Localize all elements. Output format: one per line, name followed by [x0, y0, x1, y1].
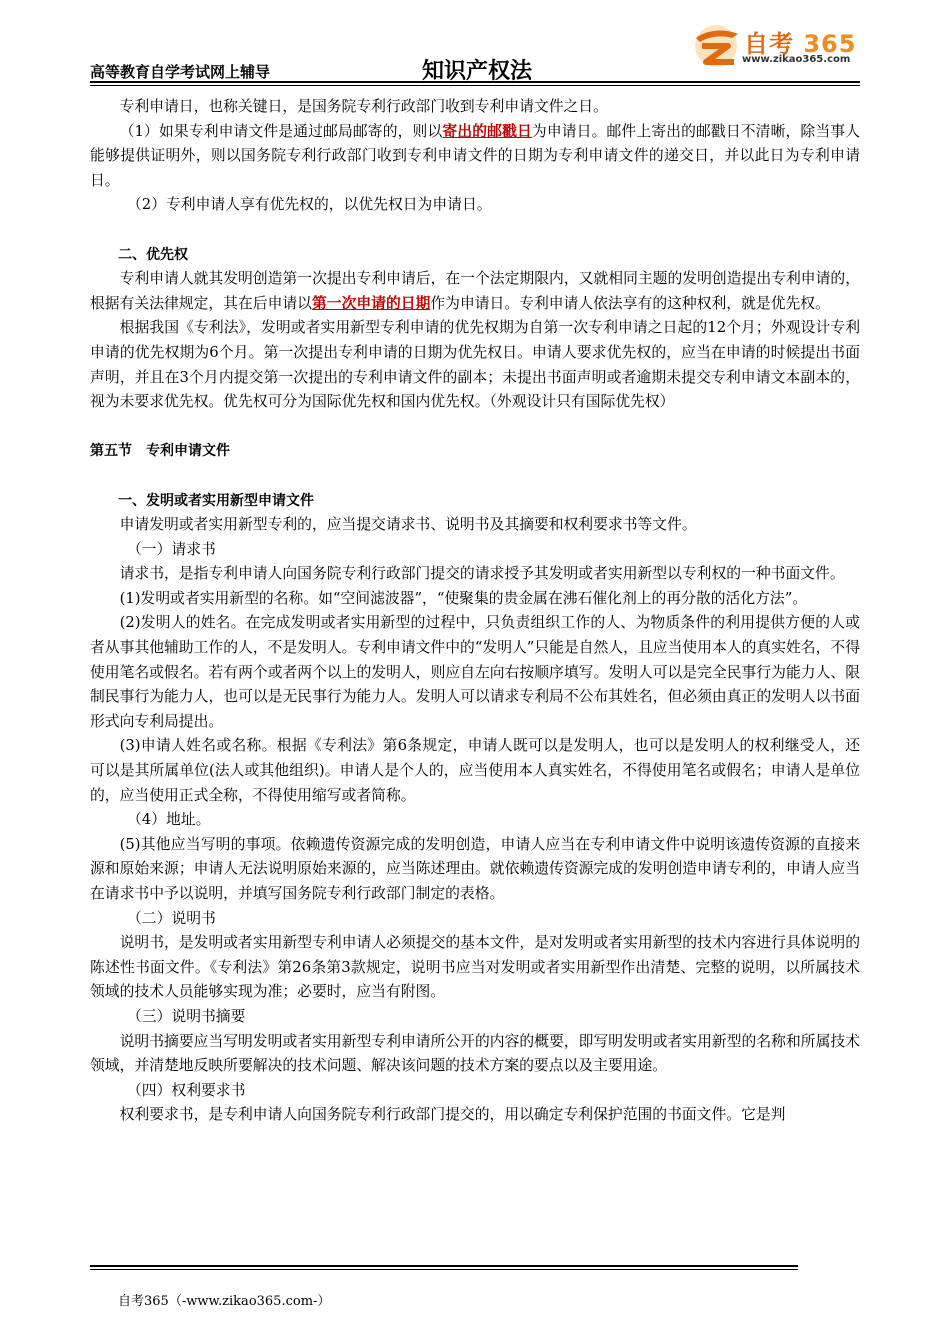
paragraph: 请求书，是指专利申请人向国务院专利行政部门提交的请求授予其发明或者实用新型以专利权的一种书面文件。	[119, 565, 845, 583]
paragraph: (5)其他应当写明的事项。依赖遗传资源完成的发明创造，申请人应当在专利申请文件中说明该遗传资源的直接来源和原始来源；申请人无法说明原始来源的，应当陈述理由。就依赖遗传资源完成的发明创造申请专利的，申请人应当在请求书中予以说明，并填写国务院专利行政部门制定的表格。	[90, 835, 860, 902]
paragraph: (1)发明或者实用新型的名称。如“空间滤波器”，“使聚集的贵金属在沸石催化剂上的再分散的活化方法”。	[119, 589, 808, 607]
footer-rule-thin	[90, 1269, 798, 1270]
paragraph: （4）地址。	[127, 811, 211, 829]
logo-url: www.zikao365.com	[742, 54, 851, 65]
logo-emblem-icon	[692, 22, 744, 70]
heading-priority: 二、优先权	[118, 246, 188, 263]
header-rule	[90, 81, 860, 83]
subheading-request: （一）请求书	[127, 540, 216, 558]
paragraph: 说明书，是发明或者实用新型专利申请人必须提交的基本文件，是对发明或者实用新型的技术内容进行具体说明的陈述性书面文件。《专利法》第26条第3款规定，说明书应当对发明或者实用新型作出清楚、完整的说明，以所属技术领域的技术人员能够实现为准；必要时，应当有附图。	[90, 934, 860, 1001]
document-body	[90, 95, 860, 1128]
paragraph: （2）专利申请人享有优先权的，以优先权日为申请日。	[127, 196, 492, 214]
footer-text: 自考365（-www.zikao365.com-）	[118, 1294, 331, 1309]
header-subtitle: 高等教育自学考试网上辅导	[90, 63, 271, 81]
logo-text: 自考 365	[744, 30, 857, 58]
paragraph: 专利申请人就其发明创造第一次提出专利申请后，在一个法定期限内，又就相同主题的发明创造提出专利申请的，根据有关法律规定，其在后申请以第一次申请的日期作为申请日。专利申请人依法享有的这种权利，就是优先权。	[90, 270, 860, 312]
subheading-claims: （四）权利要求书	[127, 1081, 246, 1099]
header-rule-thin	[90, 85, 860, 86]
page-header	[0, 0, 950, 82]
heading-invention-documents: 一、发明或者实用新型申请文件	[118, 492, 314, 509]
heading-section-5: 第五节 专利申请文件	[90, 443, 230, 460]
highlight-first-application-date: 第一次申请的日期	[311, 294, 431, 312]
paragraph: 根据我国《专利法》，发明或者实用新型专利申请的优先权期为自第一次专利申请之日起的12个月；外观设计专利申请的优先权期为6个月。第一次提出专利申请的日期为优先权日。申请人要求优先权的，应当在申请的时候提出书面声明，并且在3个月内提交第一次提出的专利申请文件的副本；未提出书面声明或者逾期未提交专利申请文本副本的，视为未要求优先权。优先权可分为国际优先权和国内优先权。（外观设计只有国际优先权）	[90, 319, 860, 411]
zikao365-logo	[692, 22, 862, 72]
header-title: 知识产权法	[422, 59, 533, 84]
paragraph: 申请发明或者实用新型专利的，应当提交请求书、说明书及其摘要和权利要求书等文件。	[119, 516, 697, 534]
paragraph: 权利要求书，是专利申请人向国务院专利行政部门提交的，用以确定专利保护范围的书面文件。它是判	[119, 1106, 786, 1124]
paragraph: 说明书摘要应当写明发明或者实用新型专利申请所公开的内容的概要，即写明发明或者实用新型的名称和所属技术领域，并清楚地反映所要解决的技术问题、解决该问题的技术方案的要点以及主要用途。	[90, 1032, 860, 1075]
footer-rule	[90, 1265, 798, 1267]
paragraph: (3)申请人姓名或名称。根据《专利法》第6条规定，申请人既可以是发明人，也可以是发明人的权利继受人，还可以是其所属单位(法人或其他组织)。申请人是个人的，应当使用本人真实姓名，不得使用笔名或假名；申请人是单位的，应当使用正式全称，不得使用缩写或者简称。	[90, 737, 860, 804]
subheading-specification: （二）说明书	[127, 909, 216, 927]
paragraph: 专利申请日，也称关键日，是国务院专利行政部门收到专利申请文件之日。	[119, 98, 608, 115]
subheading-abstract: （三）说明书摘要	[127, 1007, 246, 1025]
highlight-postmark-date: 寄出的邮戳日	[442, 122, 532, 140]
paragraph: (2)发明人的姓名。在完成发明或者实用新型的过程中，只负责组织工作的人、为物质条件的利用提供方便的人或者从事其他辅助工作的人，不是发明人。专利申请文件中的“发明人”只能是自然人，且应当使用本人的真实姓名，不得使用笔名或假名。若有两个或者两个以上的发明人，则应自左向右按顺序填写。发明人可以是完全民事行为能力人、限制民事行为能力人，也可以是无民事行为能力人。发明人可以请求专利局不公布其姓名，但必须由真正的发明人以书面形式向专利局提出。	[90, 614, 860, 730]
paragraph: （1）如果专利申请文件是通过邮局邮寄的，则以寄出的邮戳日为申请日。邮件上寄出的邮戳日不清晰，除当事人能够提供证明外，则以国务院专利行政部门收到专利申请文件的日期为专利申请文件的递交日，并以此日为专利申请日。	[90, 122, 860, 189]
